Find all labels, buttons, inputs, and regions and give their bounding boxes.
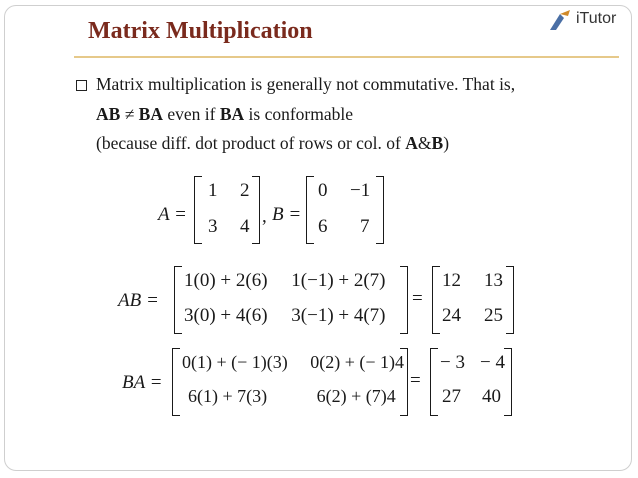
ab-result-cell: 24 [442,305,461,326]
statement-line-3 [96,133,449,154]
ba-expansion-row: 6(1) + 7(3) 6(2) + (7)4 [188,386,396,406]
logo-icon [546,8,580,34]
statement-line: Matrix multiplication is generally not commutative. That is, [96,74,516,94]
ab-label: AB = [118,290,159,311]
ampersand: & [417,133,432,153]
checkbox-bullet-icon [76,80,87,91]
reason-text: (because diff. dot product of rows or col. of [96,133,401,153]
logo-text: iTutor [576,10,617,27]
ab-equals: = [412,288,423,309]
ab-result-cell: 13 [484,270,503,291]
ab-expansion-row: 1(0) + 2(6) 1(−1) + 2(7) [184,270,386,291]
matrix-a-label: A = [158,204,187,225]
matrix-a-cell: 4 [240,216,250,237]
ba-result-cell: − 3 [440,352,465,373]
matrix-b-left-bracket [306,176,314,244]
ba-symbol: BA [138,104,163,124]
conformable-text: is conformable [248,104,354,124]
ba-result-cell: 40 [482,386,501,407]
a-symbol: A [405,133,418,153]
ba-result-cell: 27 [442,386,461,407]
matrix-a-cell: 1 [208,180,218,201]
matrix-b-cell: 0 [318,180,328,201]
matrix-b-label: B = [272,204,302,225]
title-divider [74,56,619,58]
matrix-a-cell: 3 [208,216,218,237]
matrix-b-cell: 6 [318,216,328,237]
matrix-a-right-bracket [252,176,260,244]
ba-equals: = [410,370,421,391]
ba-expansion-row: 0(1) + (− 1)(3) 0(2) + (− 1)4 [182,352,405,372]
matrix-a-left-bracket [194,176,202,244]
ab-result-cell: 25 [484,305,503,326]
ba-result-cell: − 4 [480,352,505,373]
comma: , [262,206,267,227]
ab-expansion-right-bracket [400,266,408,334]
statement-line-2 [96,104,353,125]
ab-expansion-row: 3(0) + 4(6) 3(−1) + 4(7) [184,305,386,326]
matrix-b-cell: 7 [360,216,370,237]
matrix-a-cell: 2 [240,180,250,201]
even-if-text: even if [167,104,216,124]
ab-expansion-left-bracket [174,266,182,334]
b-symbol: B [431,133,444,153]
not-equal-symbol: ≠ [124,104,135,124]
ab-result-cell: 12 [442,270,461,291]
ba-symbol-2: BA [219,104,245,124]
ab-result-right-bracket [506,266,514,334]
ba-result-left-bracket [430,348,438,416]
close-paren: ) [443,133,450,153]
ba-expansion-right-bracket [400,348,408,416]
ba-result-right-bracket [504,348,512,416]
ab-symbol: AB [96,104,121,124]
ab-result-left-bracket [432,266,440,334]
matrix-b-right-bracket [376,176,384,244]
ba-expansion-left-bracket [172,348,180,416]
slide-title: Matrix Multiplication [88,18,313,44]
ba-label: BA = [122,372,163,393]
matrix-b-cell: −1 [350,180,371,201]
